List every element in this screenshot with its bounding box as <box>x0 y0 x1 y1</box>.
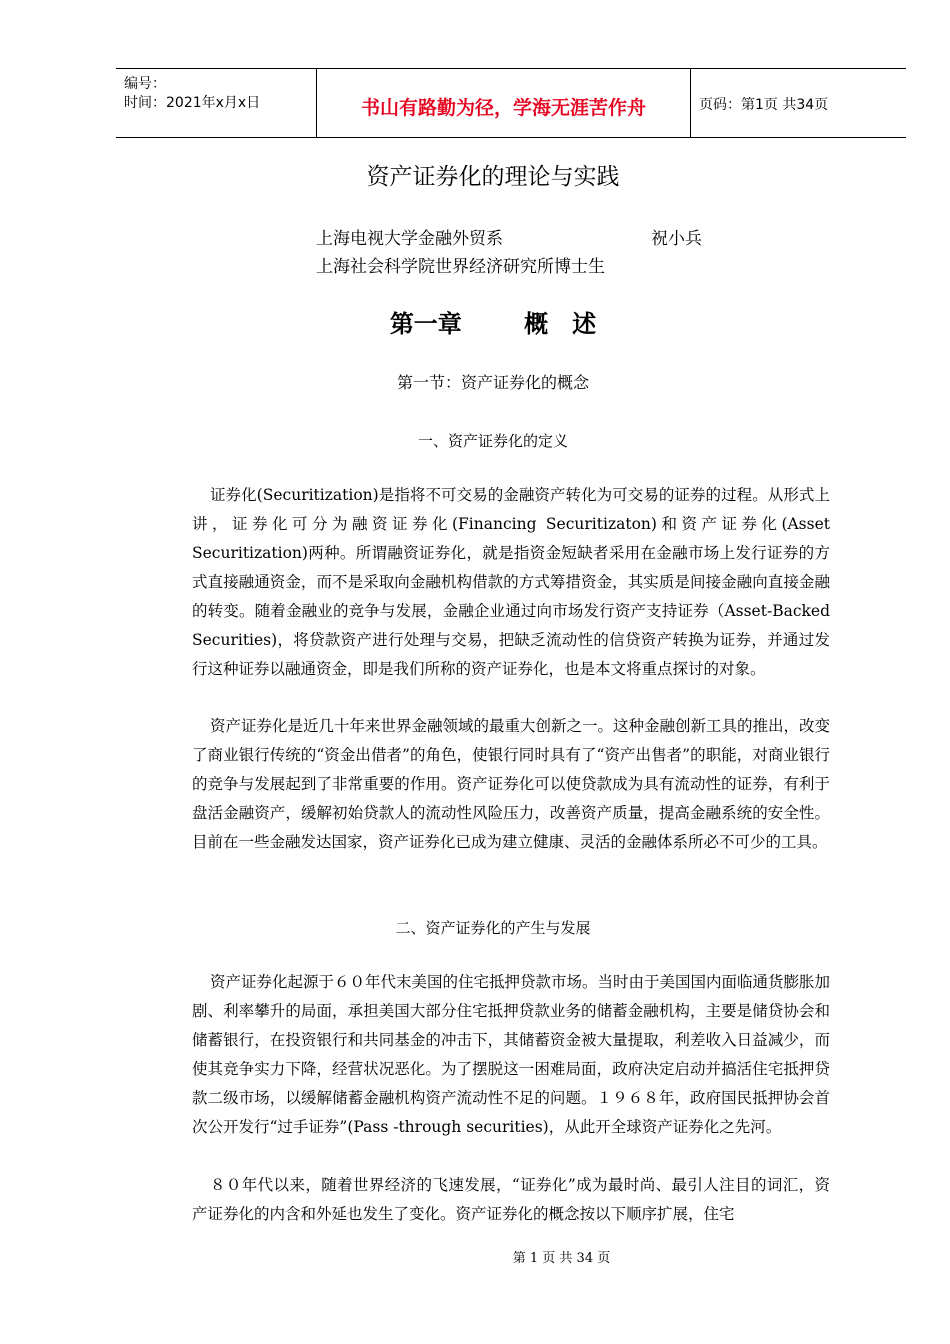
chapter-heading: 第一章 概 述 <box>389 310 597 338</box>
author-affiliation-1: 上海电视大学金融外贸系 <box>316 229 503 249</box>
header-meta-cell <box>116 69 317 137</box>
header-page-label: 页码：第1页 共34页 <box>699 97 829 113</box>
page-footer: 第 1 页 共 34 页 <box>512 1251 611 1266</box>
number-label: 编号： <box>124 76 166 92</box>
author-affiliation-2: 上海社会科学院世界经济研究所博士生 <box>316 257 605 277</box>
paragraph-1: 证券化(Securitization)是指将不可交易的金融资产转化为可交易的证券的过程。从形式上讲，证券化可分为融资证券化(Financing Securitizaton)和资产证券化(Asset Securitization)两种。所谓融资证券化，就是指资金短缺者采用在金融市场上发行证券的方式直接融通资金，而不是采取向金融机构借款的方式筹措资金，其实质是间接金融向直接金融的转变。随着金融业的竞争与发展，金融企业通过向市场发行资产支持证券（Asset-Backed Securities)，将贷款资产进行处理与交易，把缺乏流动性的信贷资产转换为证券，并通过发行这种证券以融通资金，即是我们所称的资产证券化，也是本文将重点探讨的对象。 <box>192 486 830 678</box>
paragraph-4: ８０年代以来，随着世界经济的飞速发展，“证券化”成为最时尚、最引人注目的词汇，资产证券化的内含和外延也发生了变化。资产证券化的概念按以下顺序扩展，住宅 <box>192 1176 830 1223</box>
page-header <box>116 68 906 138</box>
section-heading: 第一节：资产证券化的概念 <box>396 373 589 392</box>
time-label: 时间：2021年x月x日 <box>124 95 261 111</box>
header-page-cell <box>691 69 906 137</box>
header-motto: 书山有路勤为径，学海无涯苦作舟 <box>360 97 646 119</box>
subsection-heading-2: 二、资产证券化的产生与发展 <box>395 919 591 937</box>
subsection-heading-1: 一、资产证券化的定义 <box>417 432 568 450</box>
paragraph-2: 资产证券化是近几十年来世界金融领域的最重大创新之一。这种金融创新工具的推出，改变了商业银行传统的“资金出借者”的角色，使银行同时具有了“资产出售者”的职能，对商业银行的竞争与发展起到了非常重要的作用。资产证券化可以使贷款成为具有流动性的证券，有利于盘活金融资产，缓解初始贷款人的流动性风险压力，改善资产质量，提高金融系统的安全性。目前在一些金融发达国家，资产证券化已成为建立健康、灵活的金融体系所必不可少的工具。 <box>192 717 831 851</box>
author-name: 祝小兵 <box>651 229 702 249</box>
header-motto-cell <box>317 69 691 137</box>
paragraph-3: 资产证券化起源于６０年代末美国的住宅抵押贷款市场。当时由于美国国内面临通货膨胀加剧、利率攀升的局面，承担美国大部分住宅抵押贷款业务的储蓄金融机构，主要是储贷协会和储蓄银行，在投资银行和共同基金的冲击下，其储蓄资金被大量提取，利差收入日益减少，而使其竞争实力下降，经营状况恶化。为了摆脱这一困难局面，政府决定启动并搞活住宅抵押贷款二级市场，以缓解储蓄金融机构资产流动性不足的问题。１９６８年，政府国民抵押协会首次公开发行“过手证券”(Pass -through securities)，从此开全球资产证券化之先河。 <box>192 973 831 1136</box>
document-title: 资产证券化的理论与实践 <box>366 164 620 190</box>
